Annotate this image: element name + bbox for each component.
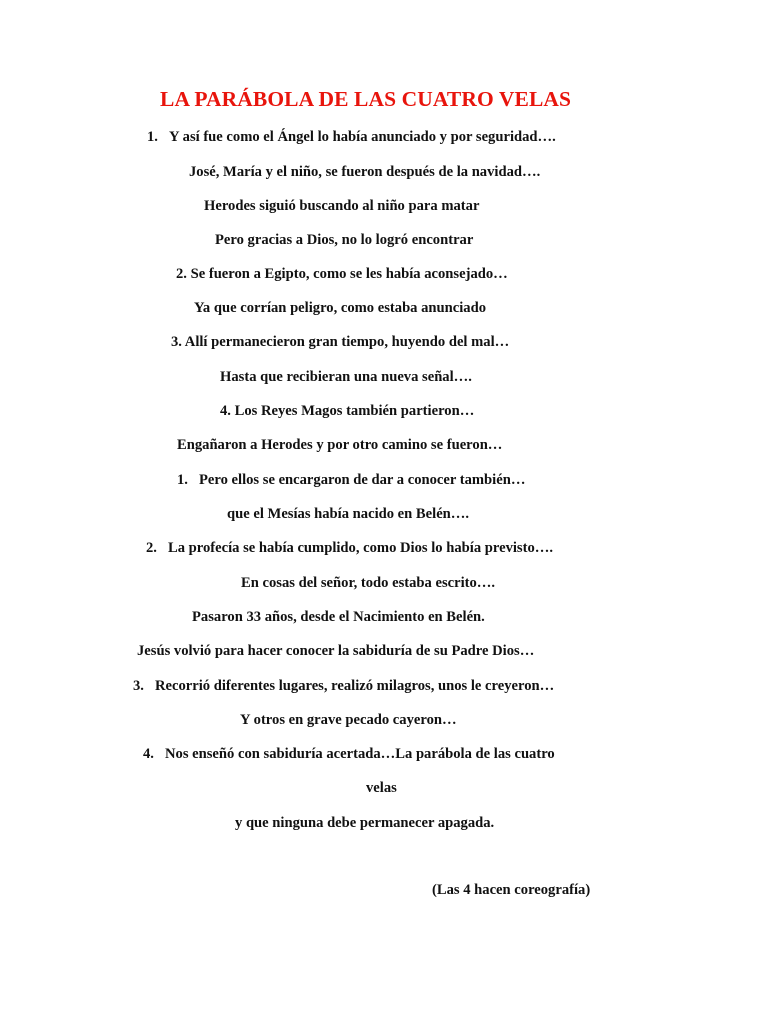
line-number: 4. xyxy=(143,746,154,762)
poem-line xyxy=(177,471,525,489)
poem-line: velas xyxy=(366,780,397,796)
poem-line xyxy=(133,677,554,695)
poem-line xyxy=(143,745,555,763)
line-number: 3. xyxy=(133,678,144,694)
line-number: 1. xyxy=(177,472,188,488)
poem-line: Y otros en grave pecado cayeron… xyxy=(240,712,457,728)
line-text: Y así fue como el Ángel lo había anunciado y por seguridad…. xyxy=(169,129,556,145)
poem-line: 3. Allí permanecieron gran tiempo, huyendo del mal… xyxy=(171,334,510,350)
line-number: 1. xyxy=(147,129,158,145)
poem-line: Jesús volvió para hacer conocer la sabiduría de su Padre Dios… xyxy=(137,643,535,659)
poem-line: José, María y el niño, se fueron después de la navidad…. xyxy=(189,164,541,180)
poem-line: y que ninguna debe permanecer apagada. xyxy=(235,815,495,831)
line-text: Pero ellos se encargaron de dar a conocer también… xyxy=(199,472,526,488)
line-text: La profecía se había cumplido, como Dios lo había previsto…. xyxy=(168,540,554,556)
footnote: (Las 4 hacen coreografía) xyxy=(432,882,591,898)
poem-line: En cosas del señor, todo estaba escrito…. xyxy=(241,575,496,591)
poem-line: Pero gracias a Dios, no lo logró encontrar xyxy=(215,232,474,248)
poem-line: que el Mesías había nacido en Belén…. xyxy=(227,506,470,522)
poem-line: Ya que corrían peligro, como estaba anunciado xyxy=(194,300,487,316)
poem-line: Herodes siguió buscando al niño para matar xyxy=(204,198,480,214)
poem-line: Engañaron a Herodes y por otro camino se fueron… xyxy=(177,437,503,453)
line-number: 2. xyxy=(146,540,157,556)
poem-line xyxy=(147,128,556,146)
poem-line: 2. Se fueron a Egipto, como se les había aconsejado… xyxy=(176,266,508,282)
line-text: Nos enseñó con sabiduría acertada…La parábola de las cuatro xyxy=(165,746,555,762)
poem-line: Hasta que recibieran una nueva señal…. xyxy=(220,369,472,385)
line-text: Recorrió diferentes lugares, realizó milagros, unos le creyeron… xyxy=(155,678,555,694)
document-title: LA PARÁBOLA DE LAS CUATRO VELAS xyxy=(160,87,572,111)
poem-line: Pasaron 33 años, desde el Nacimiento en Belén. xyxy=(192,609,485,625)
poem-line: 4. Los Reyes Magos también partieron… xyxy=(220,403,475,419)
poem-line xyxy=(146,539,553,557)
